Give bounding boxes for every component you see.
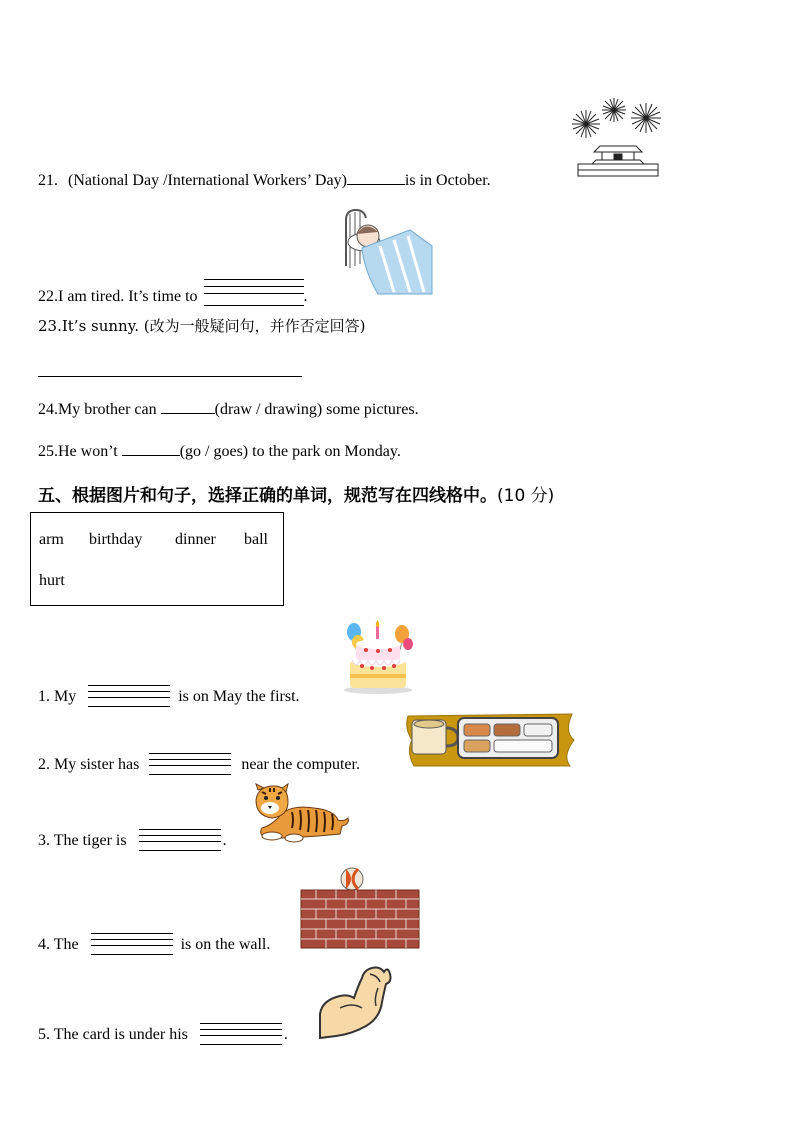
item-4-after: is on the wall. — [180, 936, 271, 953]
item-1-before: 1. My — [38, 688, 77, 705]
item-5 — [38, 1023, 288, 1045]
firework-right — [631, 103, 661, 133]
item-3-before: 3. The tiger is — [38, 832, 127, 849]
tiananmen-fireworks-icon — [568, 96, 668, 178]
word-bank — [30, 512, 284, 606]
item-2-after: near the computer. — [241, 756, 360, 773]
question-21-number: 21 — [38, 172, 54, 189]
four-line-grid-22[interactable] — [204, 279, 304, 307]
four-line-grid-1[interactable] — [88, 685, 170, 707]
word-bank-item: birthday — [89, 531, 143, 548]
item-4-before: 4. The — [38, 936, 79, 953]
four-line-grid-2[interactable] — [149, 753, 231, 775]
question-21-rest: is in October. — [404, 172, 491, 189]
sleeping-child-icon — [340, 206, 434, 296]
section-5-score: (10 分) — [497, 486, 555, 506]
word-bank-item: arm — [39, 531, 64, 548]
section-5-heading — [38, 481, 554, 506]
four-line-grid-4[interactable] — [91, 933, 173, 955]
item-1-after: is on May the first. — [178, 688, 300, 705]
answer-blank-25[interactable] — [122, 441, 180, 456]
dinner-tray-icon — [404, 712, 576, 768]
question-24-after: (draw / drawing) some pictures. — [214, 401, 419, 418]
item-2-before: 2. My sister has — [38, 756, 140, 773]
word-bank-item: dinner — [175, 531, 216, 548]
four-line-grid-3[interactable] — [139, 829, 221, 851]
arm-muscle-icon — [318, 962, 394, 1040]
answer-blank-24[interactable] — [161, 399, 215, 414]
item-5-after: . — [283, 1026, 288, 1043]
item-3-after: . — [222, 832, 227, 849]
question-21-options: (National Day /International Workers’ Day) — [68, 172, 347, 189]
question-25-after: (go / goes) to the park on Monday. — [179, 443, 401, 460]
question-22-before: 22.I am tired. It’s time to — [38, 288, 198, 305]
question-22-after: . — [303, 288, 308, 305]
question-24 — [38, 399, 419, 420]
four-line-grid-5[interactable] — [200, 1023, 282, 1045]
word-bank-item: ball — [244, 531, 268, 548]
item-2 — [38, 753, 360, 775]
firework-left — [572, 110, 600, 138]
question-21 — [38, 170, 491, 191]
birthday-cake-icon — [338, 620, 418, 694]
question-25-before: 25.He won’t — [38, 443, 118, 460]
question-24-before: 24.My brother can — [38, 401, 157, 418]
answer-line-23[interactable] — [38, 362, 302, 377]
question-23: 23.It’s sunny. (改为一般疑问句，并作否定回答) — [38, 317, 366, 335]
word-bank-item: hurt — [39, 572, 65, 589]
item-1 — [38, 685, 300, 707]
tiger-icon — [248, 782, 352, 844]
question-21-dot: . — [54, 172, 58, 189]
item-4 — [38, 933, 270, 955]
ball-on-wall-icon — [300, 866, 420, 950]
section-5-title: 五、根据图片和句子，选择正确的单词，规范写在四线格中。 — [38, 486, 497, 506]
answer-blank-21[interactable] — [347, 170, 405, 185]
item-3 — [38, 829, 227, 851]
question-22 — [38, 279, 308, 307]
question-25 — [38, 441, 401, 462]
item-5-before: 5. The card is under his — [38, 1026, 188, 1043]
firework-middle — [602, 98, 626, 122]
